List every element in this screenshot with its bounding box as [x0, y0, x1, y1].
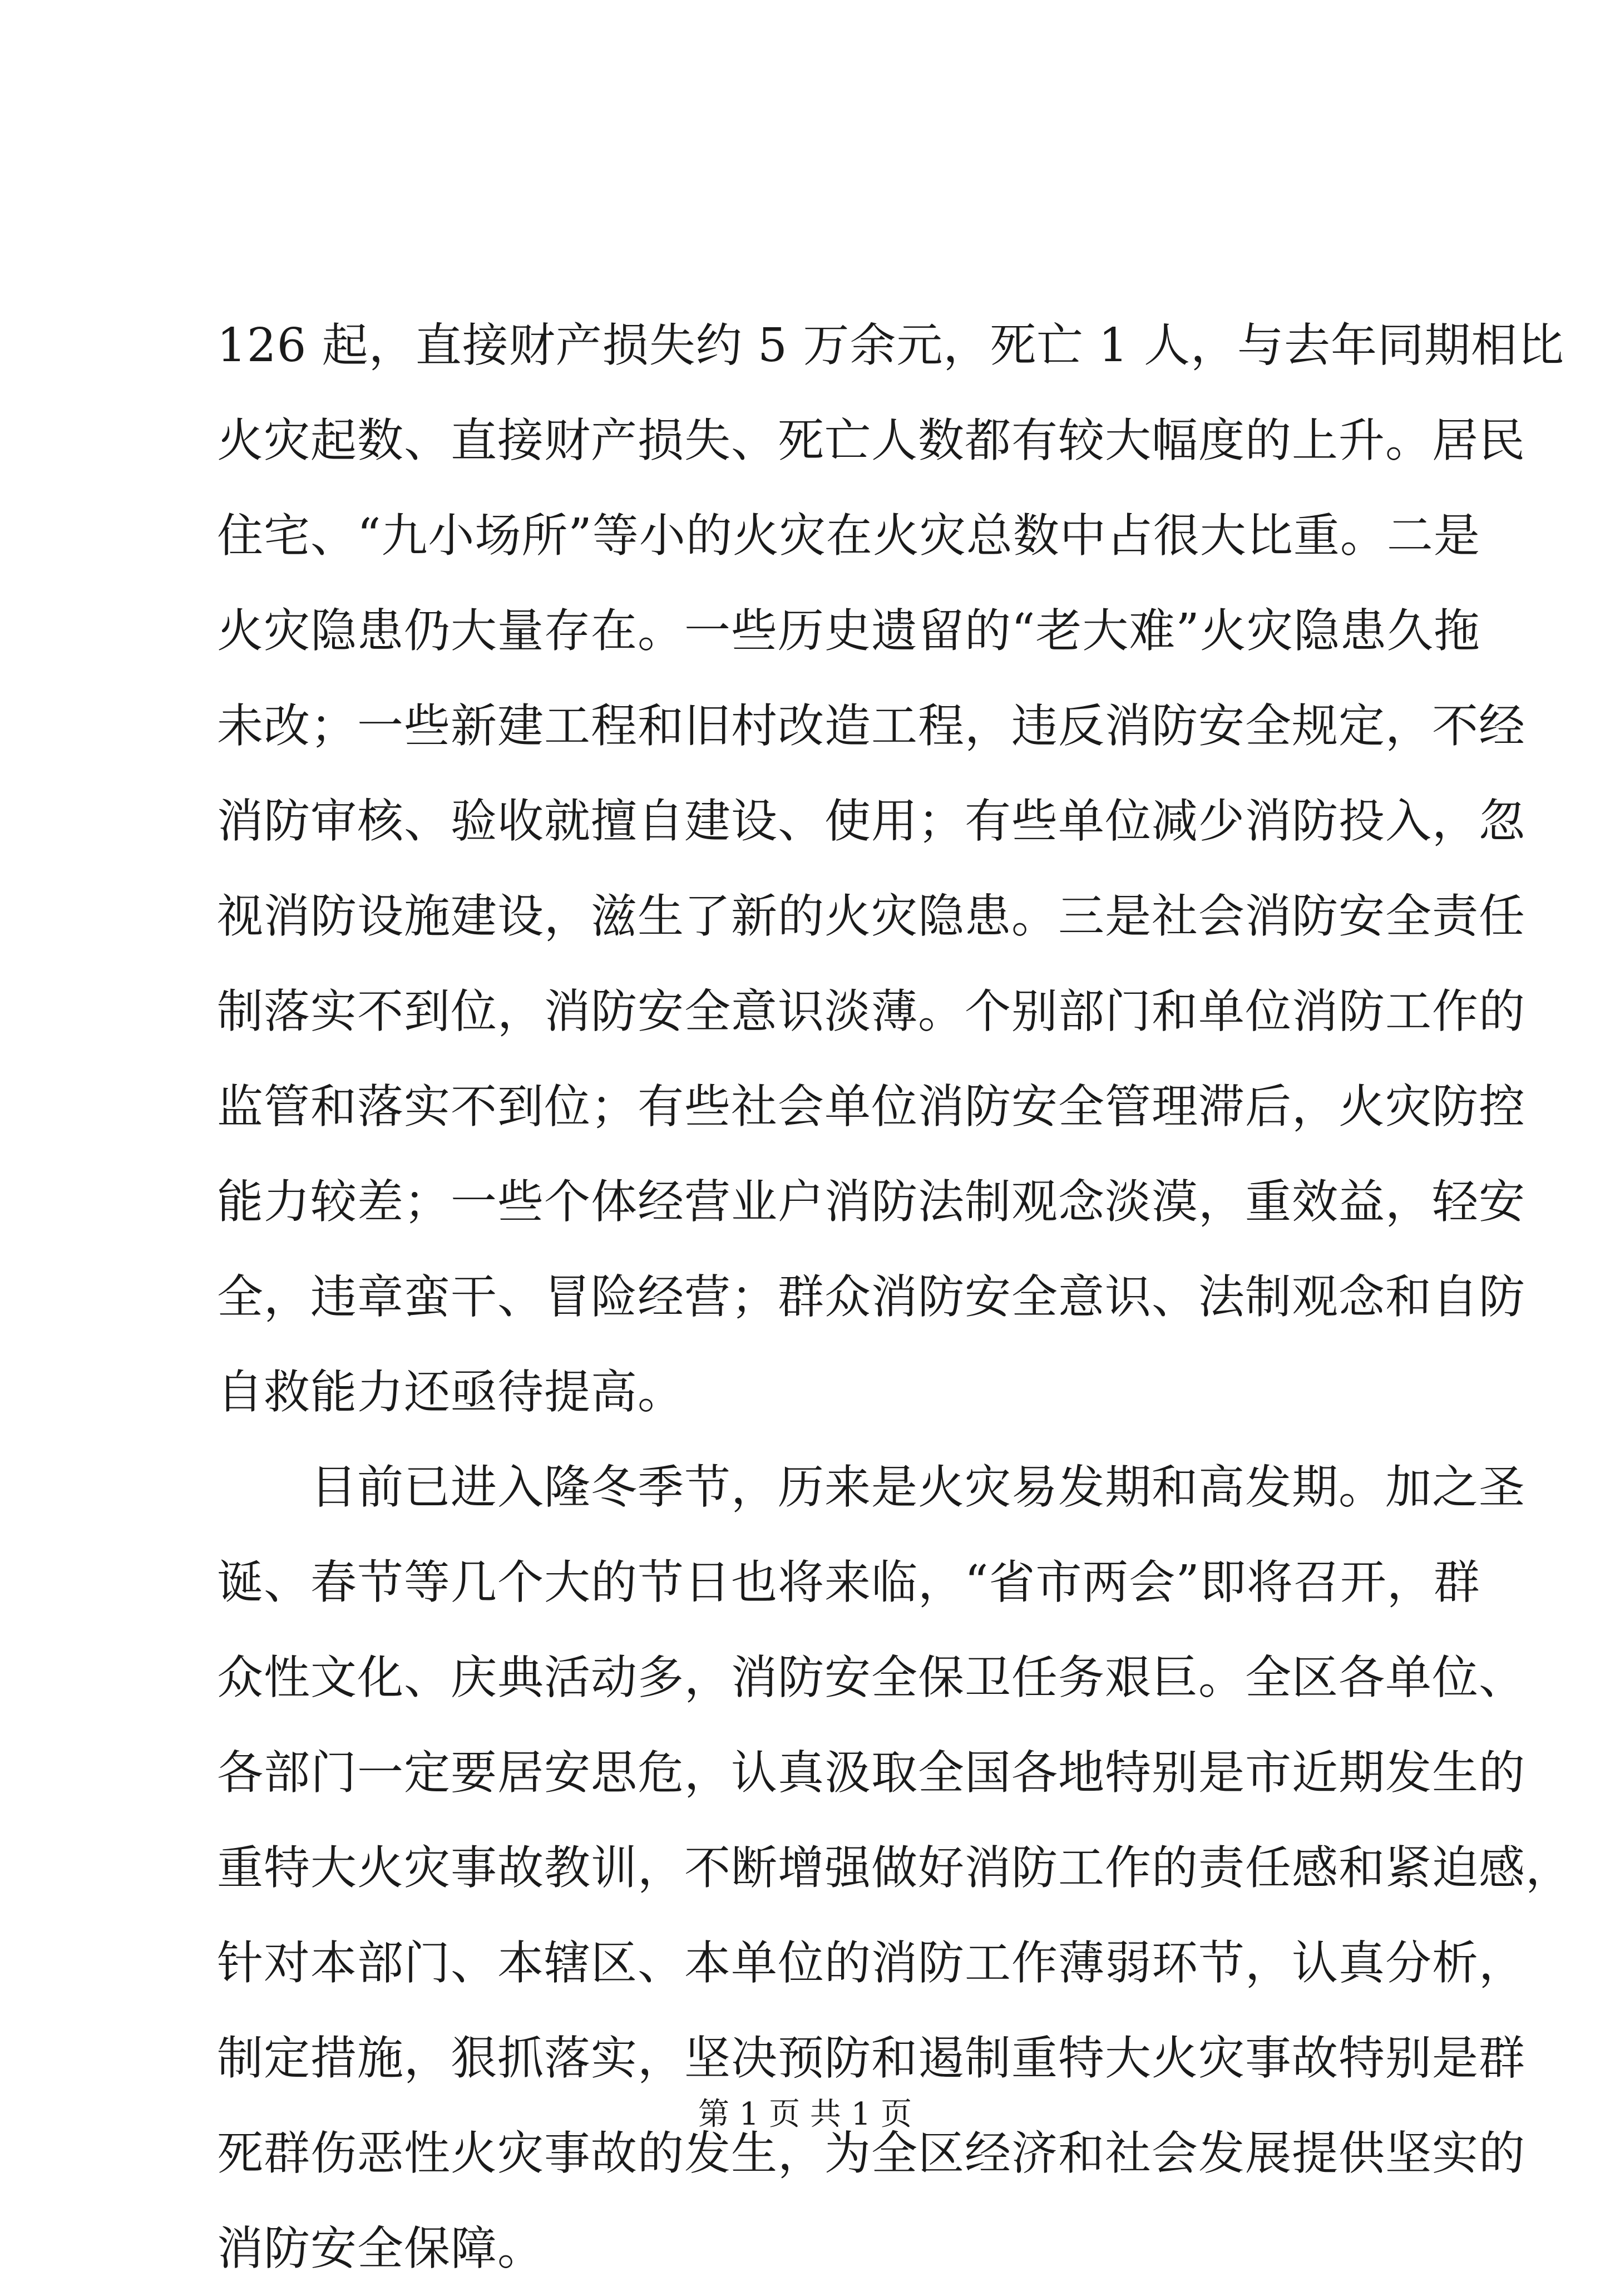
text-line: 消防安全保障。 [217, 2221, 544, 2275]
text-line: 制定措施，狠抓落实，坚决预防和遏制重特大火灾事故特别是群 [217, 2031, 1525, 2085]
text-line: 视消防设施建设，滋生了新的火灾隐患。三是社会消防安全责任 [217, 889, 1525, 943]
text-line: 重特大火灾事故教训，不断增强做好消防工作的责任感和紧迫感， [217, 1841, 1572, 1895]
text-line: 监管和落实不到位；有些社会单位消防安全管理滞后，火灾防控 [217, 1080, 1525, 1134]
page-number-footer: 第 1 页 共 1 页 [698, 2096, 912, 2132]
text-line: 众性文化、庆典活动多，消防安全保卫任务艰巨。全区各单位、 [217, 1650, 1525, 1704]
text-line: 制落实不到位，消防安全意识淡薄。个别部门和单位消防工作的 [217, 984, 1525, 1038]
text-line: 针对本部门、本辖区、本单位的消防工作薄弱环节，认真分析， [217, 1936, 1525, 1990]
text-line: 消防审核、验收就擅自建设、使用；有些单位减少消防投入，忽 [217, 794, 1525, 848]
text-line: 火灾起数、直接财产损失、死亡人数都有较大幅度的上升。居民 [217, 413, 1525, 467]
text-line: 诞、春节等几个大的节日也将来临，“省市两会”即将召开，群 [217, 1555, 1480, 1609]
document-body [217, 298, 1572, 2296]
text-line: 死群伤恶性火灾事故的发生，为全区经济和社会发展提供坚实的 [217, 2126, 1525, 2180]
text-line: 能力较差；一些个体经营业户消防法制观念淡漠，重效益，轻安 [217, 1175, 1525, 1229]
paragraph-first-line: 目前已进入隆冬季节，历来是火灾易发期和高发期。加之圣 [310, 1460, 1525, 1514]
text-line: 未改；一些新建工程和旧村改造工程，违反消防安全规定，不经 [217, 699, 1525, 753]
text-line: 自救能力还亟待提高。 [217, 1365, 684, 1419]
text-line: 全，违章蛮干、冒险经营；群众消防安全意识、法制观念和自防 [217, 1270, 1525, 1324]
text-line: 火灾隐患仍大量存在。一些历史遗留的“老大难”火灾隐患久拖 [217, 604, 1480, 658]
text-line: 各部门一定要居安思危，认真汲取全国各地特别是市近期发生的 [217, 1746, 1525, 1800]
text-line: 126 起，直接财产损失约 5 万余元，死亡 1 人，与去年同期相比 [217, 318, 1564, 372]
text-line: 住宅、“九小场所”等小的火灾在火灾总数中占很大比重。二是 [217, 509, 1480, 563]
